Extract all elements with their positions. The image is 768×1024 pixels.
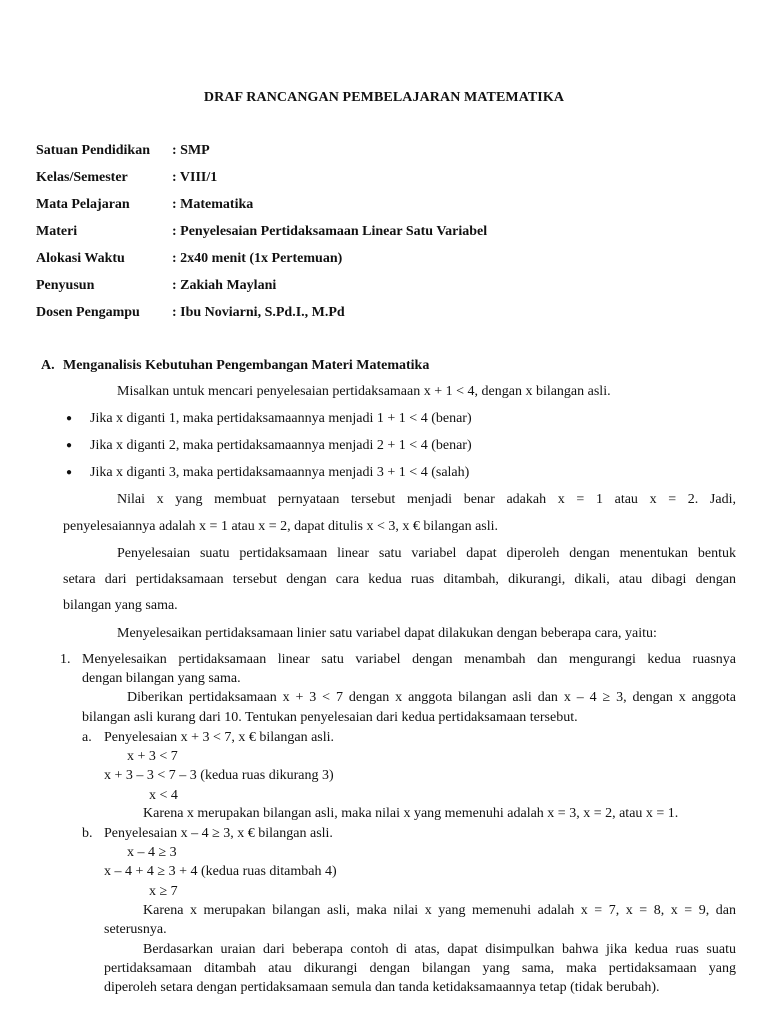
meta-row-kelas xyxy=(36,170,217,190)
section-a-heading: Menganalisis Kebutuhan Pengembangan Materi Matematika xyxy=(63,358,430,373)
bullet-item: Jika x diganti 2, maka pertidaksamaannya menjadi 2 + 1 < 4 (benar) xyxy=(90,438,472,453)
meta-value: : Matematika xyxy=(172,197,254,212)
math-step: x ≥ 7 xyxy=(149,884,178,899)
meta-label: Mata Pelajaran xyxy=(36,197,130,212)
meta-label: Materi xyxy=(36,224,78,239)
meta-row-alokasi xyxy=(36,251,342,271)
sub-item-conclusion: seterusnya. xyxy=(104,922,167,937)
meta-value: : 2x40 menit (1x Pertemuan) xyxy=(172,251,343,266)
section-a-intro: Misalkan untuk mencari penyelesaian pertidaksamaan x + 1 < 4, dengan x bilangan asli. xyxy=(117,384,611,399)
sub-item-letter: b. xyxy=(82,826,93,841)
meta-label: Kelas/Semester xyxy=(36,170,128,185)
meta-value: : SMP xyxy=(172,143,210,158)
math-step: x + 3 – 3 < 7 – 3 (kedua ruas dikurang 3) xyxy=(104,768,334,783)
math-step: x < 4 xyxy=(149,788,178,803)
summary-line: diperoleh setara dengan pertidaksamaan semula dan tanda ketidaksamaannya tetap (tidak berubah). xyxy=(104,980,660,995)
meta-label: Alokasi Waktu xyxy=(36,251,125,266)
bullet-icon: ● xyxy=(66,467,73,478)
meta-row-dosen xyxy=(36,305,345,325)
meta-row-penyusun xyxy=(36,278,276,298)
sub-item-conclusion: Karena x merupakan bilangan asli, maka nilai x yang memenuhi adalah x = 7, x = 8, x = 9, dan xyxy=(143,903,736,918)
bullet-icon: ● xyxy=(66,413,73,424)
list-item-line: dengan bilangan yang sama. xyxy=(82,671,241,686)
meta-label: Penyusun xyxy=(36,278,95,293)
math-step: x – 4 + 4 ≥ 3 + 4 (kedua ruas ditambah 4) xyxy=(104,864,337,879)
meta-value: : VIII/1 xyxy=(172,170,218,185)
example-line: Diberikan pertidaksamaan x + 3 < 7 dengan x anggota bilangan asli dan x – 4 ≥ 3, dengan x anggota xyxy=(127,690,736,705)
paragraph-line: Nilai x yang membuat pernyataan tersebut menjadi benar adakah x = 1 atau x = 2. Jadi, xyxy=(117,492,736,507)
paragraph-line: bilangan yang sama. xyxy=(63,598,178,613)
sub-item-letter: a. xyxy=(82,730,92,745)
math-step: x + 3 < 7 xyxy=(127,749,178,764)
meta-row-satuan xyxy=(36,143,210,163)
meta-row-mapel xyxy=(36,197,253,217)
example-line: bilangan asli kurang dari 10. Tentukan penyelesaian dari kedua pertidaksamaan tersebut. xyxy=(82,710,578,725)
meta-label: Dosen Pengampu xyxy=(36,305,140,320)
bullet-item: Jika x diganti 3, maka pertidaksamaannya menjadi 3 + 1 < 4 (salah) xyxy=(90,465,470,480)
bullet-item: Jika x diganti 1, maka pertidaksamaannya menjadi 1 + 1 < 4 (benar) xyxy=(90,411,472,426)
meta-value: : Zakiah Maylani xyxy=(172,278,277,293)
paragraph-line: setara dari pertidaksamaan tersebut dengan cara kedua ruas ditambah, dikurangi, dikali, atau dibagi dengan xyxy=(63,572,736,587)
section-a-number: A. xyxy=(41,358,55,373)
list-number: 1. xyxy=(60,652,71,667)
meta-label: Satuan Pendidikan xyxy=(36,143,150,158)
sub-item-heading: Penyelesaian x + 3 < 7, x € bilangan asli. xyxy=(104,730,335,745)
paragraph-line: Menyelesaikan pertidaksamaan linier satu variabel dapat dilakukan dengan beberapa cara, yaitu: xyxy=(117,626,657,641)
paragraph-line: Penyelesaian suatu pertidaksamaan linear satu variabel dapat diperoleh dengan menentukan bentuk xyxy=(117,546,736,561)
sub-item-conclusion: Karena x merupakan bilangan asli, maka nilai x yang memenuhi adalah x = 3, x = 2, atau x = 1. xyxy=(143,806,679,821)
paragraph-line: penyelesaiannya adalah x = 1 atau x = 2, dapat ditulis x < 3, x € bilangan asli. xyxy=(63,519,499,534)
meta-value: : Ibu Noviarni, S.Pd.I., M.Pd xyxy=(172,305,345,320)
meta-row-materi xyxy=(36,224,487,244)
meta-value: : Penyelesaian Pertidaksamaan Linear Satu Variabel xyxy=(172,224,488,239)
math-step: x – 4 ≥ 3 xyxy=(127,845,177,860)
sub-item-heading: Penyelesaian x – 4 ≥ 3, x € bilangan asli. xyxy=(104,826,333,841)
summary-line: pertidaksamaan ditambah atau dikurangi dengan bilangan yang sama, maka pertidaksamaan yang xyxy=(104,961,736,976)
bullet-icon: ● xyxy=(66,440,73,451)
summary-line: Berdasarkan uraian dari beberapa contoh di atas, dapat disimpulkan bahwa jika kedua ruas suatu xyxy=(143,942,736,957)
document-title: DRAF RANCANGAN PEMBELAJARAN MATEMATIKA xyxy=(203,90,565,105)
list-item-line: Menyelesaikan pertidaksamaan linear satu variabel dengan menambah dan mengurangi kedua ruasnya xyxy=(82,652,736,667)
